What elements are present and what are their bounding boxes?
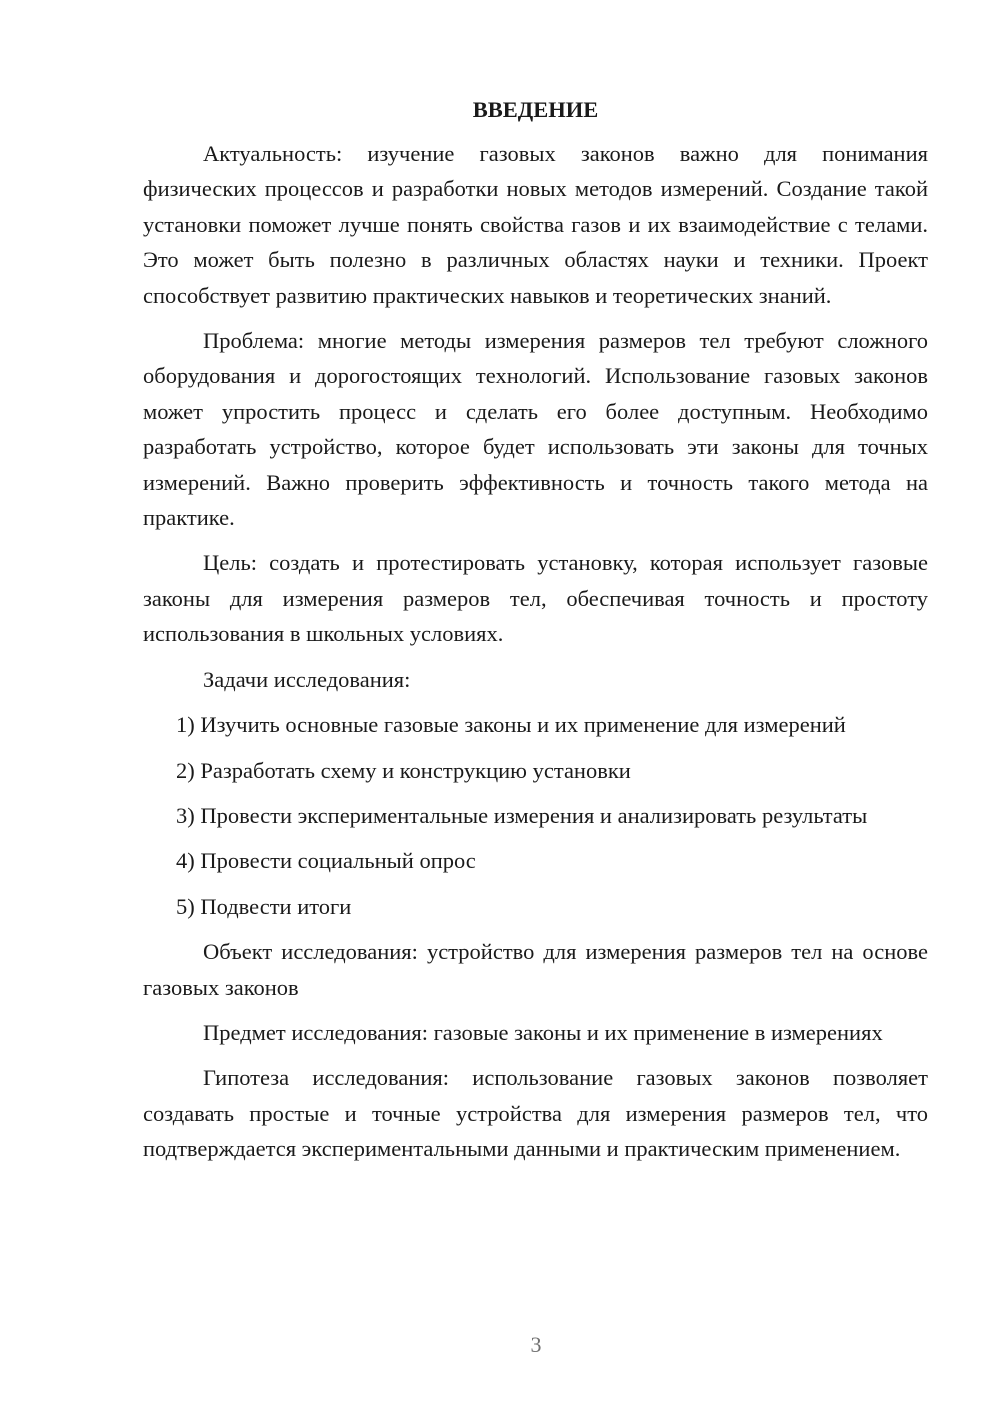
tasks-heading: Задачи исследования: xyxy=(203,666,411,692)
task-item: 3) Провести экспериментальные измерения и анализировать результаты xyxy=(176,802,868,828)
goal-paragraph: Цель: создать и протестировать установку, которая использует газовые законы для измерения размеров тел, обеспечивая точность и простоту использования в школьных условиях. xyxy=(143,550,928,647)
subject-paragraph: Предмет исследования: газовые законы и их применение в измерениях xyxy=(203,1019,883,1045)
task-item: 2) Разработать схему и конструкцию установки xyxy=(176,757,631,783)
page-content xyxy=(143,92,928,1177)
task-item: 1) Изучить основные газовые законы и их применение для измерений xyxy=(176,712,846,738)
task-item: 5) Подвести итоги xyxy=(176,893,352,919)
page-number: 3 xyxy=(530,1332,542,1357)
section-title: ВВЕДЕНИЕ xyxy=(472,97,599,122)
relevance-paragraph: Актуальность: изучение газовых законов важно для понимания физических процессов и разработки новых методов измерений. Создание такой установки поможет лучше понять свойства газов и их взаимодействие с телами. Это может быть полезно в различных областях науки и техники. Проект способствует развитию практических навыков и теоретических знаний. xyxy=(143,141,928,308)
problem-paragraph: Проблема: многие методы измерения размеров тел требуют сложного оборудования и дорогостоящих технологий. Использование газовых законов может упростить процесс и сделать его более доступным. Необходимо разработать устройство, которое будет использовать эти законы для точных измерений. Важно проверить эффективность и точность такого метода на практике. xyxy=(143,328,928,531)
hypothesis-paragraph: Гипотеза исследования: использование газовых законов позволяет создавать простые и точные устройства для измерения размеров тел, что подтверждается экспериментальными данными и практическим применением. xyxy=(143,1065,928,1162)
object-paragraph: Объект исследования: устройство для измерения размеров тел на основе газовых законов xyxy=(143,939,928,1000)
task-item: 4) Провести социальный опрос xyxy=(176,848,476,874)
